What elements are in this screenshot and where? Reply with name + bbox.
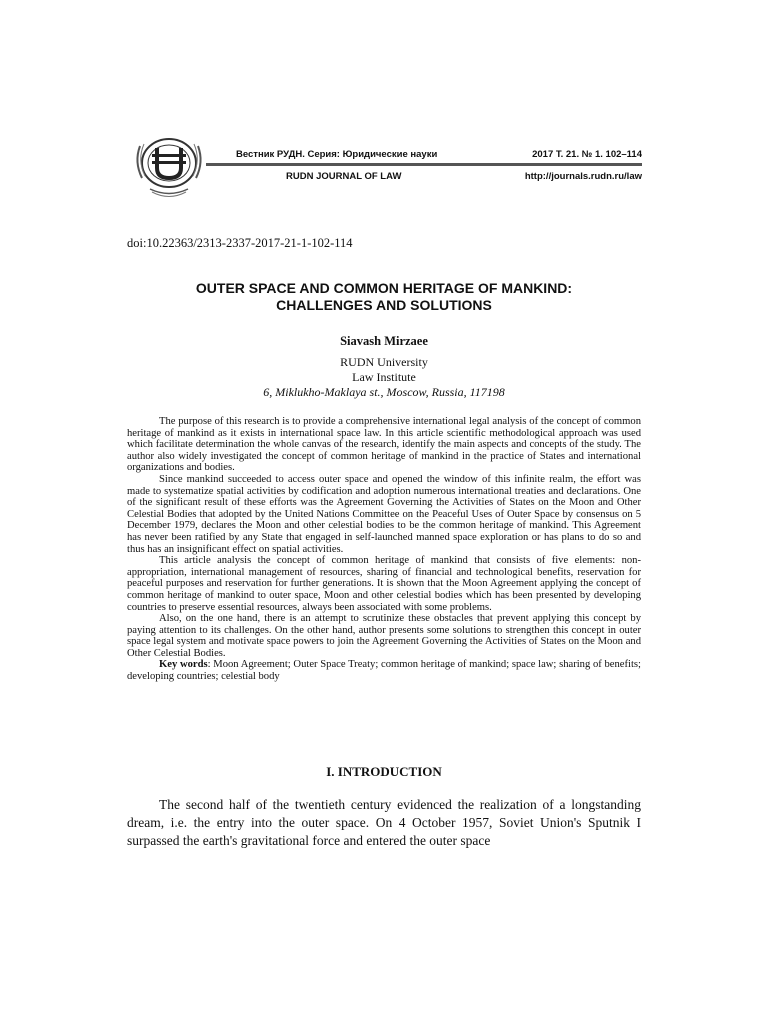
journal-header-top [236,149,642,160]
university-logo [130,132,208,202]
author-name: Siavash Mirzaee [340,334,428,348]
introduction-paragraph: The second half of the twentieth century evidenced the realization of a longstanding dream, i.e. the entry into the outer space. On 4 October 1957, Soviet Union's Sputnik I surpassed the earth's gravitational force and entered the outer space [127,797,641,848]
abstract-paragraph-2: Since mankind succeeded to access outer space and opened the window of this infinite realm, the effort was made to systematize spatial activities by codification and adoption numerous international treaties and declarations. One of the significant result of these efforts was the Agreement Governing the Activities of States on the Moon and Other Celestial Bodies that adopted by the United Nations Committee on the Peaceful Uses of Outer Space by consensus on 5 December 1979, declares the Moon and other celestial bodies to be the common heritage of mankind. This Agreement has never been ratified by any State that engaged in self-launched manned space exploration or has plans to do so and thus has an insignificant effect on spatial activities. [127,473,641,555]
title-line-2: CHALLENGES AND SOLUTIONS [276,297,492,313]
journal-url[interactable]: http://journals.rudn.ru/law [524,171,642,182]
journal-name-en: RUDN JOURNAL OF LAW [286,171,402,182]
keywords [127,659,641,682]
issue-info: 2017 Т. 21. № 1. 102–114 [532,149,642,160]
title-line-1: OUTER SPACE AND COMMON HERITAGE OF MANKIND: [195,280,573,296]
abstract-paragraph-3: This article analysis the concept of common heritage of mankind that consists of five elements: non-appropriation, international management of resources, sharing of financial and technological benefits, reservation for peaceful purposes and reservation for further generations. It is shown that the Moon Agreement applying the concept of common heritage of mankind to outer space, Moon and other celestial bodies which has been presented by developing countries to preserve essential resources, always been associated with some problems. [127,555,641,613]
header-rule [206,163,642,166]
article-title [127,280,641,314]
abstract-paragraph-1: The purpose of this research is to provide a comprehensive international legal analysis of the concept of common heritage of mankind as it exists in international space law. In this article scientific methodological approach was used which facilitate determination the whole canvas of the research, identify the main aspects and concepts of the study. The author also widely investigated the concept of common heritage of mankind in the practice of States and international organizations and bodies. [127,416,641,474]
section-heading: I. INTRODUCTION [326,764,442,779]
affiliation-university: RUDN University [340,355,428,369]
journal-name-ru: Вестник РУДН. Серия: Юридические науки [236,149,438,160]
introduction-body [127,796,641,850]
journal-header-bottom [286,171,642,182]
affiliation-institute: Law Institute [352,370,416,384]
doi[interactable]: doi:10.22363/2313-2337-2017-21-1-102-114 [127,236,353,250]
keywords-list: : Moon Agreement; Outer Space Treaty; common heritage of mankind; space law; sharing of benefits; developing countries; celestial body [127,659,641,683]
affiliation [127,355,641,400]
affiliation-address: 6, Miklukho-Maklaya st., Moscow, Russia, 117198 [263,385,505,399]
abstract-paragraph-4: Also, on the one hand, there is an attempt to scrutinize these obstacles that prevent applying this concept by paying attention to its challenges. On the other hand, author presents some solutions to strengthen this concept in outer space legal system and motivate space powers to join the Agreement Governing the Activities of States on the Moon and Other Celestial Bodies. [127,613,641,659]
abstract [127,416,641,683]
keywords-label: Key words [159,659,208,671]
